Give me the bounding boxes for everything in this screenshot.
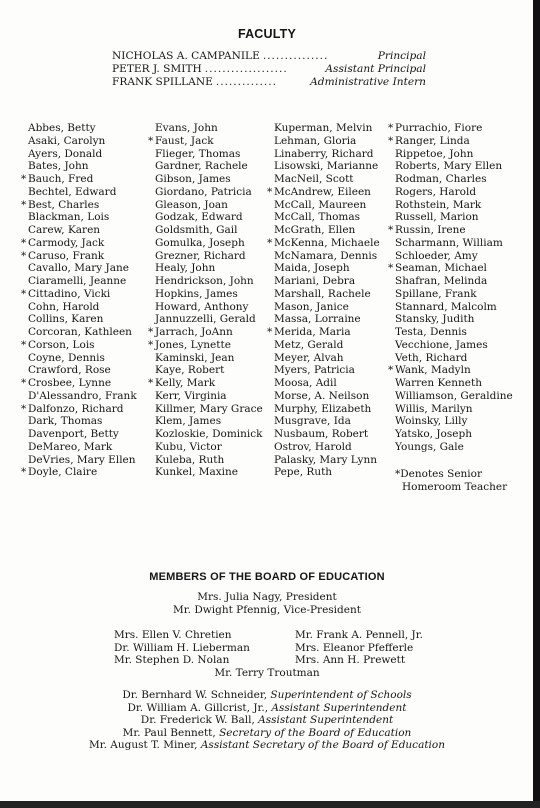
faculty-name-text: Crawford, Rose: [28, 364, 111, 377]
faculty-title: FACULTY: [237, 27, 297, 41]
faculty-name-text: Rippetoe, John: [395, 147, 474, 160]
senior-homeroom-marker: *: [388, 224, 394, 236]
senior-homeroom-marker: *: [21, 198, 27, 211]
admin-role: Assistant Principal: [325, 63, 426, 75]
staff-line: [0, 702, 534, 715]
senior-homeroom-marker: *: [148, 134, 154, 147]
faculty-name: [155, 211, 263, 224]
admin-row: [112, 63, 426, 76]
faculty-name-text: Linaberry, Richard: [274, 147, 374, 160]
faculty-name-text: Metz, Gerald: [274, 338, 344, 351]
faculty-name: [388, 134, 513, 148]
faculty-name: [21, 287, 137, 301]
faculty-name: [155, 301, 263, 314]
senior-homeroom-marker: *: [388, 122, 394, 134]
faculty-name: [155, 441, 263, 454]
faculty-name: [28, 313, 137, 326]
faculty-name: [395, 313, 513, 326]
faculty-name-text: Jones, Lynette: [155, 338, 231, 351]
faculty-name-text: Killmer, Mary Grace: [155, 402, 263, 415]
faculty-name-text: Carew, Karen: [28, 224, 101, 236]
faculty-name-text: Purrachio, Fiore: [395, 122, 483, 134]
faculty-name-text: Crosbee, Lynne: [28, 377, 112, 389]
faculty-name-text: Abbes, Betty: [28, 122, 96, 134]
faculty-name-text: Stannard, Malcolm: [395, 300, 497, 313]
faculty-name-text: Klem, James: [155, 415, 222, 428]
faculty-name: [395, 339, 513, 352]
faculty-name-text: Bates, John: [28, 160, 89, 173]
faculty-name-text: Seaman, Michael: [395, 262, 487, 275]
faculty-name: [155, 352, 263, 365]
faculty-name: [28, 186, 137, 199]
faculty-name: [155, 173, 263, 186]
senior-homeroom-marker: *: [388, 262, 394, 275]
faculty-name-text: MacNeil, Scott: [274, 173, 354, 185]
faculty-name-text: Carmody, Jack: [28, 236, 105, 249]
admin-name: FRANK SPILLANE: [112, 76, 213, 88]
admin-role: Administrative Intern: [310, 76, 426, 88]
admin-row: [112, 76, 426, 89]
faculty-name: [28, 148, 137, 161]
faculty-name-text: Bauch, Fred: [28, 173, 94, 185]
faculty-name-text: Mariani, Debra: [274, 275, 356, 287]
faculty-name: [395, 428, 513, 441]
faculty-name: [395, 301, 513, 314]
faculty-name: [395, 148, 513, 161]
faculty-name-text: Coyne, Dennis: [28, 351, 105, 364]
staff-name: Dr. William A. Gillcrist, Jr.,: [127, 701, 272, 714]
faculty-name-text: Marshall, Rachele: [274, 287, 371, 300]
faculty-name: [395, 199, 513, 212]
faculty-name: [395, 390, 513, 403]
faculty-name: [155, 275, 263, 288]
faculty-name: [28, 326, 137, 339]
faculty-name-text: Dark, Thomas: [28, 415, 103, 428]
faculty-name-text: Gomulka, Joseph: [155, 236, 245, 249]
faculty-name: [155, 415, 263, 428]
board-title: MEMBERS OF THE BOARD OF EDUCATION: [149, 571, 385, 583]
faculty-name: [148, 338, 263, 352]
faculty-name-text: Asaki, Carolyn: [28, 134, 106, 147]
board-member: Mr. Terry Troutman: [214, 667, 320, 679]
senior-homeroom-marker: *: [148, 377, 154, 389]
senior-homeroom-marker: *: [388, 134, 394, 147]
senior-homeroom-marker: *: [21, 402, 27, 415]
faculty-name-text: Hopkins, James: [155, 287, 238, 300]
board-member: Mr. Stephen D. Nolan: [114, 654, 230, 666]
faculty-name: [155, 428, 263, 441]
faculty-name-text: Wank, Madyln: [395, 364, 471, 377]
board-officer: Mrs. Julia Nagy, President: [197, 591, 337, 603]
senior-homeroom-marker: *: [267, 236, 273, 249]
staff-name: Dr. Bernhard W. Schneider,: [122, 689, 271, 701]
faculty-name: [155, 262, 263, 275]
faculty-name: [21, 173, 137, 186]
senior-homeroom-marker: *: [21, 338, 27, 351]
senior-homeroom-marker: *: [267, 326, 273, 338]
admin-name: NICHOLAS A. CAMPANILE: [112, 50, 260, 62]
faculty-name: [388, 224, 513, 237]
faculty-name-text: Kaye, Robert: [155, 364, 225, 377]
faculty-name-text: Healy, John: [155, 262, 216, 275]
faculty-name: [28, 441, 137, 454]
faculty-column-3: [267, 122, 380, 479]
faculty-name-text: Rogers, Harold: [395, 185, 477, 198]
faculty-name-text: Rothstein, Mark: [395, 198, 482, 211]
faculty-name: [274, 275, 380, 288]
board-members-right: [295, 629, 423, 667]
faculty-name-text: Ciaramelli, Jeanne: [28, 275, 127, 287]
faculty-name-text: D'Alessandro, Frank: [28, 389, 137, 402]
faculty-name-text: Pepe, Ruth: [274, 466, 333, 479]
staff-line: [0, 727, 534, 740]
faculty-name-text: Goldsmith, Gail: [155, 224, 238, 236]
board-member: Mrs. Ellen V. Chretien: [114, 629, 232, 641]
faculty-name: [274, 466, 380, 479]
faculty-name-text: Ostrov, Harold: [274, 440, 352, 453]
faculty-name-text: Rodman, Charles: [395, 173, 487, 185]
faculty-name: [388, 364, 513, 377]
faculty-name-text: Murphy, Elizabeth: [274, 402, 372, 415]
faculty-name: [267, 185, 380, 199]
faculty-name: [274, 415, 380, 428]
faculty-name-text: Bechtel, Edward: [28, 185, 117, 198]
senior-homeroom-marker: *: [148, 326, 154, 338]
senior-homeroom-marker: *: [21, 236, 27, 249]
faculty-column-2: [148, 122, 263, 479]
note-line: Homeroom Teacher: [402, 480, 508, 493]
faculty-name: [274, 403, 380, 416]
faculty-name-text: Maida, Joseph: [274, 262, 350, 275]
faculty-name-text: Cohn, Harold: [28, 300, 100, 313]
faculty-name: [395, 173, 513, 186]
faculty-name: [274, 199, 380, 212]
senior-homeroom-marker: *: [21, 249, 27, 262]
faculty-name: [395, 377, 513, 390]
faculty-name: [274, 390, 380, 403]
faculty-name: [28, 275, 137, 288]
faculty-name-text: Giordano, Patricia: [155, 185, 252, 198]
district-staff: [0, 689, 534, 752]
faculty-name-text: McCall, Maureen: [274, 198, 367, 211]
faculty-name: [274, 364, 380, 377]
faculty-name: [274, 313, 380, 326]
senior-homeroom-marker: *: [21, 377, 27, 389]
faculty-name-text: McAndrew, Eileen: [274, 185, 371, 198]
faculty-name-text: Kerr, Virginia: [155, 389, 227, 402]
faculty-name: [274, 148, 380, 161]
faculty-name: [395, 403, 513, 416]
staff-line: [0, 739, 534, 752]
faculty-name-text: Davenport, Betty: [28, 428, 119, 440]
faculty-name: [267, 236, 380, 250]
leader-dots: ..............: [215, 76, 277, 88]
faculty-name: [274, 135, 380, 148]
board-officer: Mr. Dwight Pfennig, Vice-President: [173, 603, 361, 616]
staff-role: Superintendent of Schools: [270, 689, 412, 701]
faculty-name-text: Grezner, Richard: [155, 249, 246, 262]
faculty-name-text: Massa, Lorraine: [274, 313, 361, 326]
faculty-name: [28, 364, 137, 377]
faculty-name-text: Blackman, Lois: [28, 211, 110, 224]
board-member: Mr. Frank A. Pennell, Jr.: [295, 629, 423, 641]
faculty-name-text: Shafran, Melinda: [395, 275, 488, 287]
faculty-name: [155, 288, 263, 301]
faculty-name: [267, 326, 380, 339]
faculty-name-text: McKenna, Michaele: [274, 236, 380, 249]
faculty-name: [395, 275, 513, 288]
page-edge-shadow: [533, 0, 540, 808]
faculty-name-text: Meyer, Alvah: [274, 351, 344, 364]
faculty-column-4: [388, 122, 513, 454]
faculty-name-text: Vecchione, James: [395, 338, 488, 351]
faculty-column-1: [21, 122, 137, 479]
faculty-name-text: Testa, Dennis: [395, 326, 467, 338]
faculty-name: [274, 428, 380, 441]
faculty-name: [155, 403, 263, 416]
faculty-name-text: Gibson, James: [155, 173, 231, 185]
faculty-name: [21, 377, 137, 390]
faculty-name: [21, 338, 137, 352]
faculty-name-text: Russin, Irene: [395, 224, 466, 236]
faculty-name: [388, 262, 513, 275]
faculty-name-text: Kunkel, Maxine: [155, 466, 239, 479]
staff-role: Secretary of the Board of Education: [219, 726, 412, 739]
faculty-name: [28, 262, 137, 275]
senior-homeroom-marker: *: [267, 185, 273, 198]
faculty-name: [395, 250, 513, 263]
page-edge-shadow: [0, 801, 540, 808]
faculty-name: [274, 377, 380, 390]
faculty-name-text: Kubu, Victor: [155, 440, 222, 453]
faculty-name-text: Woinsky, Lilly: [395, 415, 468, 428]
faculty-name-text: Nusbaum, Robert: [274, 428, 369, 440]
faculty-name-text: Howard, Anthony: [155, 300, 249, 313]
faculty-name-text: Myers, Patricia: [274, 364, 355, 377]
faculty-name-text: Kaminski, Jean: [155, 351, 235, 364]
faculty-name: [155, 313, 263, 326]
faculty-name: [28, 352, 137, 365]
faculty-name: [28, 224, 137, 237]
leader-dots: ...................: [204, 63, 288, 75]
faculty-name: [274, 224, 380, 237]
faculty-name: [395, 288, 513, 301]
faculty-name: [274, 173, 380, 186]
faculty-name: [155, 199, 263, 212]
senior-homeroom-marker: *: [148, 338, 154, 351]
faculty-name: [21, 402, 137, 416]
faculty-name-text: Cittadino, Vicki: [28, 287, 111, 300]
leader-dots: ...............: [262, 50, 329, 62]
faculty-name: [274, 454, 380, 467]
senior-homeroom-note: [395, 468, 507, 494]
faculty-name-text: Kozloskie, Dominick: [155, 428, 263, 440]
faculty-name: [395, 186, 513, 199]
board-member: Mrs. Ann H. Prewett: [295, 654, 406, 666]
faculty-name: [28, 135, 137, 148]
faculty-name: [148, 134, 263, 148]
faculty-name-text: Flieger, Thomas: [155, 147, 241, 160]
faculty-name-text: Lisowski, Marianne: [274, 160, 379, 173]
faculty-name: [155, 466, 263, 479]
faculty-name: [155, 364, 263, 377]
faculty-name-text: Doyle, Claire: [28, 466, 98, 479]
faculty-name: [155, 454, 263, 467]
faculty-name-text: Yatsko, Joseph: [395, 428, 472, 440]
faculty-name: [395, 326, 513, 339]
staff-name: Mr. Paul Bennett,: [122, 726, 220, 739]
faculty-name-text: Russell, Marion: [395, 211, 479, 224]
faculty-name: [155, 250, 263, 263]
faculty-name-text: Hendrickson, John: [155, 275, 254, 287]
faculty-name-text: Youngs, Gale: [395, 440, 464, 453]
faculty-name-text: Morse, A. Neilson: [274, 389, 370, 402]
faculty-name: [274, 122, 380, 135]
senior-homeroom-marker: *: [21, 173, 27, 185]
staff-name: Dr. Frederick W. Ball,: [140, 714, 259, 726]
board-member: Mrs. Eleanor Pfefferle: [295, 641, 414, 654]
faculty-name: [28, 454, 137, 467]
faculty-name-text: Corson, Lois: [28, 338, 95, 351]
faculty-name: [395, 415, 513, 428]
faculty-name-text: Caruso, Frank: [28, 249, 105, 262]
faculty-name: [388, 122, 513, 135]
faculty-name: [274, 160, 380, 173]
senior-homeroom-marker: *: [388, 364, 394, 377]
faculty-name: [395, 352, 513, 365]
faculty-name: [274, 250, 380, 263]
faculty-name: [148, 377, 263, 390]
faculty-name-text: Musgrave, Ida: [274, 415, 351, 428]
faculty-name-text: Schloeder, Amy: [395, 249, 478, 262]
faculty-name-text: Jannuzzelli, Gerald: [155, 313, 256, 326]
faculty-name: [395, 237, 513, 250]
faculty-name-text: Ranger, Linda: [395, 134, 470, 147]
faculty-name: [21, 466, 137, 479]
faculty-name: [395, 160, 513, 173]
board-members-left: [114, 629, 250, 667]
faculty-name: [274, 441, 380, 454]
faculty-name: [28, 301, 137, 314]
faculty-name: [274, 211, 380, 224]
staff-role: Assistant Superintendent: [258, 714, 394, 726]
faculty-name-text: Veth, Richard: [395, 351, 468, 364]
faculty-name-text: Kuperman, Melvin: [274, 122, 373, 134]
faculty-name-text: Faust, Jack: [155, 134, 214, 147]
faculty-name: [28, 211, 137, 224]
faculty-name-text: Moosa, Adil: [274, 377, 337, 389]
senior-homeroom-marker: *: [21, 466, 27, 479]
admin-name: PETER J. SMITH: [112, 63, 202, 75]
faculty-name: [155, 160, 263, 173]
faculty-name-text: Evans, John: [155, 122, 218, 134]
faculty-name-text: Godzak, Edward: [155, 211, 243, 224]
faculty-name: [395, 441, 513, 454]
faculty-name-text: Williamson, Geraldine: [395, 389, 513, 402]
staff-line: [0, 714, 534, 727]
faculty-name: [28, 415, 137, 428]
faculty-name: [21, 198, 137, 212]
faculty-name-text: Spillane, Frank: [395, 287, 477, 300]
faculty-name-text: Scharmann, William: [395, 236, 503, 249]
faculty-name: [274, 339, 380, 352]
faculty-name-text: Warren Kenneth: [395, 377, 482, 389]
faculty-name-text: Best, Charles: [28, 198, 100, 211]
faculty-name: [155, 237, 263, 250]
senior-homeroom-marker: *: [21, 287, 27, 300]
faculty-name: [21, 249, 137, 263]
faculty-name-text: Gardner, Rachele: [155, 160, 248, 173]
board-member: Dr. William H. Lieberman: [114, 641, 250, 654]
faculty-name-text: Palasky, Mary Lynn: [274, 453, 377, 466]
admin-row: [112, 50, 426, 63]
faculty-name: [274, 288, 380, 301]
faculty-name: [274, 352, 380, 365]
faculty-name: [395, 211, 513, 224]
faculty-name-text: DeVries, Mary Ellen: [28, 453, 136, 466]
faculty-name-text: Merida, Maria: [274, 326, 351, 338]
faculty-name: [28, 122, 137, 135]
faculty-name-text: Jarrach, JoAnn: [155, 326, 233, 338]
faculty-name: [274, 301, 380, 314]
faculty-name-text: McNamara, Dennis: [274, 249, 378, 262]
faculty-name-text: Collins, Karen: [28, 313, 104, 326]
faculty-name: [155, 390, 263, 403]
administration-list: [112, 50, 426, 89]
admin-role: Principal: [377, 50, 426, 62]
faculty-name: [274, 262, 380, 275]
faculty-name-text: DeMareo, Mark: [28, 440, 113, 453]
faculty-name-text: Stansky, Judith: [395, 313, 475, 326]
faculty-name: [155, 224, 263, 237]
faculty-name: [28, 390, 137, 403]
faculty-name: [21, 236, 137, 250]
faculty-name: [155, 122, 263, 135]
faculty-name-text: Mason, Janice: [274, 300, 349, 313]
staff-line: [0, 689, 534, 702]
faculty-name-text: Gleason, Joan: [155, 198, 228, 211]
faculty-name: [28, 428, 137, 441]
faculty-name-text: Kelly, Mark: [155, 377, 216, 389]
faculty-name-text: Corcoran, Kathleen: [28, 326, 132, 338]
faculty-name: [28, 160, 137, 173]
faculty-name-text: Roberts, Mary Ellen: [395, 160, 503, 173]
note-line: *Denotes Senior: [395, 468, 482, 480]
faculty-name-text: Willis, Marilyn: [395, 402, 473, 415]
faculty-name-text: Dalfonzo, Richard: [28, 402, 124, 415]
staff-role: Assistant Secretary of the Board of Education: [200, 739, 445, 751]
faculty-name-text: Lehman, Gloria: [274, 134, 357, 147]
faculty-name-text: Cavallo, Mary Jane: [28, 262, 129, 275]
faculty-name-text: McCall, Thomas: [274, 211, 361, 224]
faculty-name: [148, 326, 263, 339]
staff-role: Assistant Superintendent: [271, 701, 407, 714]
faculty-name-text: McGrath, Ellen: [274, 224, 356, 236]
staff-name: Mr. August T. Miner,: [89, 739, 201, 751]
faculty-name-text: Ayers, Donald: [28, 147, 103, 160]
faculty-name: [155, 186, 263, 199]
board-officers: [0, 591, 534, 616]
faculty-name-text: Kuleba, Ruth: [155, 453, 225, 466]
faculty-name: [155, 148, 263, 161]
